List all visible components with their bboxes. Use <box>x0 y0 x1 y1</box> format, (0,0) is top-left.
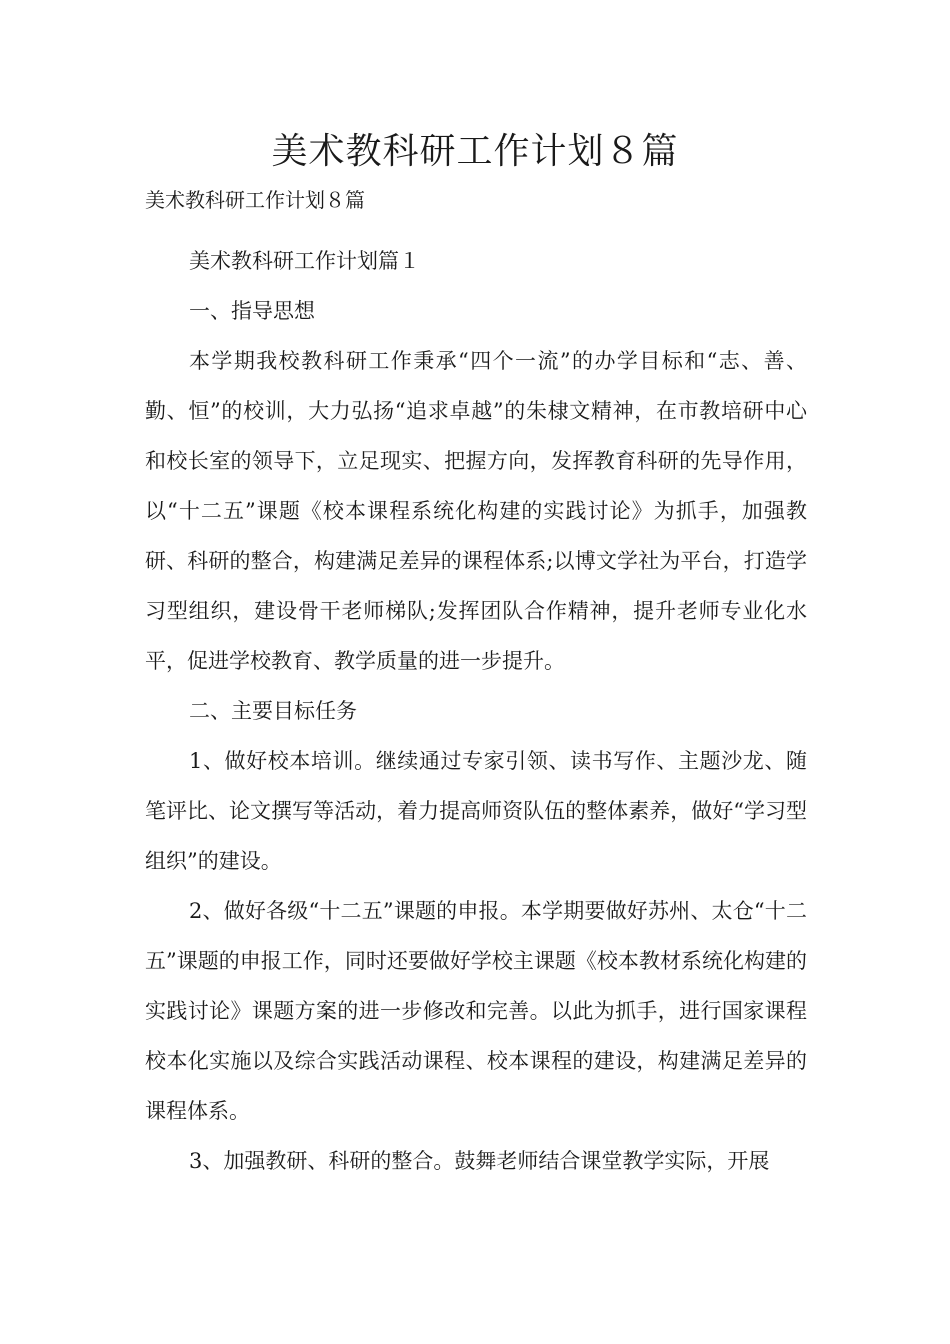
document-subtitle: 美术教科研工作计划８篇 <box>145 188 365 212</box>
document-title: 美术教科研工作计划８篇 <box>271 131 679 172</box>
section-heading-article: 美术教科研工作计划篇１ <box>189 249 420 273</box>
document-body <box>145 236 807 1186</box>
paragraph-goal-1: 1、做好校本培训。继续通过专家引领、读书写作、主题沙龙、随笔评比、论文撰写等活动，着力提高师资队伍的整体素养，做好“学习型组织”的建设。 <box>145 749 807 873</box>
section-heading-main-goals: 二、主要目标任务 <box>189 699 357 723</box>
paragraph-goal-2: 2、做好各级“十二五”课题的申报。本学期要做好苏州、太仓“十二五”课题的申报工作，同时还要做好学校主课题《校本教材系统化构建的实践讨论》课题方案的进一步修改和完善。以此为抓手，进行国家课程校本化实施以及综合实践活动课程、校本课程的建设，构建满足差异的课程体系。 <box>145 899 807 1123</box>
section-heading-guiding-ideology: 一、指导思想 <box>189 299 315 323</box>
paragraph-goal-3: 3、加强教研、科研的整合。鼓舞老师结合课堂教学实际，开展 <box>189 1149 770 1173</box>
paragraph-guiding-ideology: 本学期我校教科研工作秉承“四个一流”的办学目标和“志、善、勤、恒”的校训，大力弘扬“追求卓越”的朱棣文精神，在市教培研中心和校长室的领导下，立足现实、把握方向，发挥教育科研的先导作用，以“十二五”课题《校本课程系统化构建的实践讨论》为抓手，加强教研、科研的整合，构建满足差异的课程体系;以博文学社为平台，打造学习型组织，建设骨干老师梯队;发挥团队合作精神，提升老师专业化水平，促进学校教育、教学质量的进一步提升。 <box>145 349 807 673</box>
